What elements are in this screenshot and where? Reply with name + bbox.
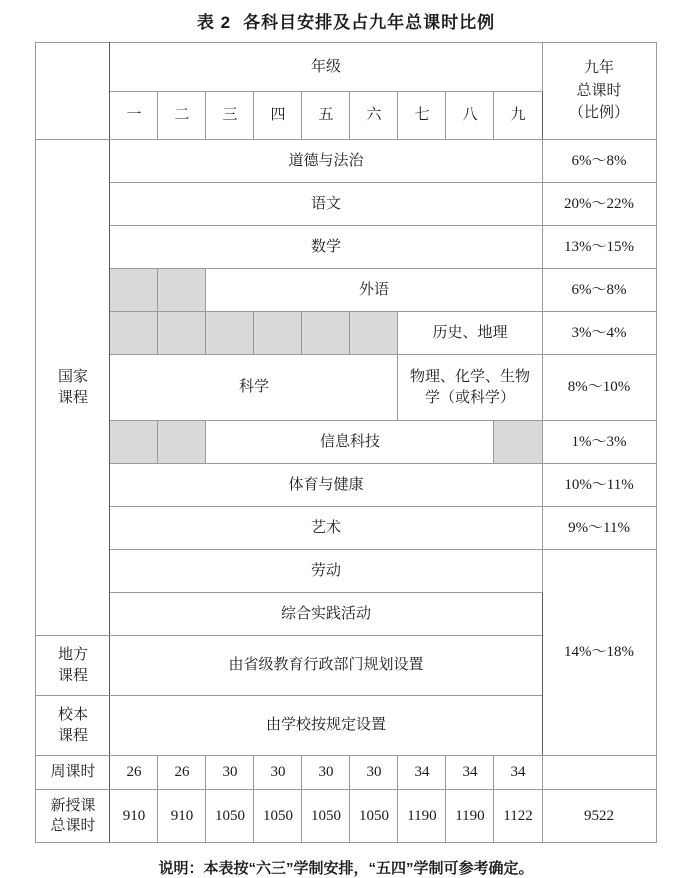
- header-category-cell: [36, 43, 110, 140]
- percent-cell: 13%～15%: [542, 226, 656, 269]
- table-header-row-group: [36, 43, 656, 92]
- grade-blank-cell: [206, 312, 254, 355]
- subject-cell: 外语: [206, 269, 542, 312]
- grade-blank-cell: [158, 421, 206, 464]
- new-lessons-value: 1050: [302, 790, 350, 843]
- table-row-weekly: [36, 756, 656, 790]
- percent-cell: 10%～11%: [542, 464, 656, 507]
- weekly-value: 30: [350, 756, 398, 790]
- weekly-value: 34: [398, 756, 446, 790]
- new-lessons-value: 1050: [350, 790, 398, 843]
- category-local-line1: 地方: [57, 647, 88, 664]
- grade-blank-cell: [494, 421, 542, 464]
- header-grade-6: 六: [350, 92, 398, 140]
- title-text: 各科目安排及占九年总课时比例: [243, 13, 496, 32]
- table-row: [36, 355, 656, 421]
- grade-blank-cell: [110, 269, 158, 312]
- table-row: [36, 312, 656, 355]
- header-total-cell: [542, 43, 656, 140]
- weekly-value: 30: [206, 756, 254, 790]
- header-total-line2: 总课时: [576, 82, 622, 99]
- percent-cell-merged: 14%～18%: [542, 550, 656, 756]
- percent-cell: 9%～11%: [542, 507, 656, 550]
- new-lessons-value: 1050: [254, 790, 302, 843]
- subject-cell: 信息科技: [206, 421, 494, 464]
- weekly-value: 34: [446, 756, 494, 790]
- grade-blank-cell: [350, 312, 398, 355]
- weekly-value: 30: [254, 756, 302, 790]
- subject-cell: 科学: [110, 355, 398, 421]
- percent-cell: 1%～3%: [542, 421, 656, 464]
- weekly-value: 26: [110, 756, 158, 790]
- subject-cell: 语文: [110, 183, 542, 226]
- header-grade-8: 八: [446, 92, 494, 140]
- category-local-line2: 课程: [57, 667, 88, 684]
- percent-cell: 20%～22%: [542, 183, 656, 226]
- subject-cell: 劳动: [110, 550, 542, 593]
- local-course-text: 由省级教育行政部门规划设置: [110, 636, 542, 696]
- new-lessons-value: 1190: [446, 790, 494, 843]
- table-row-new-lessons: [36, 790, 656, 843]
- subject-cell: 综合实践活动: [110, 593, 542, 636]
- subject-cell: 历史、地理: [398, 312, 542, 355]
- header-total-line1: 九年: [584, 60, 615, 77]
- weekly-value: 26: [158, 756, 206, 790]
- subject-cell-secondary: [398, 355, 542, 421]
- new-lessons-value: 910: [158, 790, 206, 843]
- category-school-line2: 课程: [57, 727, 88, 744]
- header-grade-group: 年级: [110, 43, 542, 92]
- header-total-line3: （比例）: [569, 105, 630, 122]
- category-local: [36, 636, 110, 696]
- new-lessons-value: 1050: [206, 790, 254, 843]
- header-grade-9: 九: [494, 92, 542, 140]
- title-label: 表 2: [196, 13, 232, 32]
- header-grade-2: 二: [158, 92, 206, 140]
- category-national-line1: 国家: [57, 369, 88, 386]
- percent-cell: 3%～4%: [542, 312, 656, 355]
- new-lessons-total: 9522: [542, 790, 656, 843]
- table-row: [36, 140, 656, 183]
- grade-blank-cell: [158, 312, 206, 355]
- page-title: [0, 0, 692, 42]
- category-school-line1: 校本: [57, 707, 88, 724]
- header-grade-3: 三: [206, 92, 254, 140]
- table-row: [36, 550, 656, 593]
- header-grade-5: 五: [302, 92, 350, 140]
- table-row: [36, 183, 656, 226]
- new-lessons-value: 1190: [398, 790, 446, 843]
- subject-cell: 道德与法治: [110, 140, 542, 183]
- table-row: [36, 507, 656, 550]
- new-lessons-value: 1122: [494, 790, 542, 843]
- weekly-total: [542, 756, 656, 790]
- percent-cell: 8%～10%: [542, 355, 656, 421]
- table-row: [36, 421, 656, 464]
- subject-secondary-line1: 物理、化学、生物: [409, 369, 530, 386]
- new-lessons-label: [36, 790, 110, 843]
- grade-blank-cell: [254, 312, 302, 355]
- subject-cell: 数学: [110, 226, 542, 269]
- category-national-line2: 课程: [57, 389, 88, 406]
- table-row: [36, 464, 656, 507]
- header-grade-7: 七: [398, 92, 446, 140]
- grade-blank-cell: [110, 312, 158, 355]
- weekly-value: 34: [494, 756, 542, 790]
- subject-cell: 艺术: [110, 507, 542, 550]
- header-grade-4: 四: [254, 92, 302, 140]
- category-national: [36, 140, 110, 636]
- percent-cell: 6%～8%: [542, 269, 656, 312]
- table-row: [36, 269, 656, 312]
- subject-secondary-line2: 学（或科学）: [424, 389, 515, 406]
- grade-blank-cell: [110, 421, 158, 464]
- table-row: [36, 226, 656, 269]
- new-lessons-label-line2: 总课时: [50, 818, 96, 834]
- header-grade-1: 一: [110, 92, 158, 140]
- new-lessons-value: 910: [110, 790, 158, 843]
- table-note: 说明：本表按“六三”学制安排，“五四”学制可参考确定。: [158, 860, 534, 877]
- grade-blank-cell: [158, 269, 206, 312]
- weekly-value: 30: [302, 756, 350, 790]
- percent-cell: 6%～8%: [542, 140, 656, 183]
- subject-cell: 体育与健康: [110, 464, 542, 507]
- new-lessons-label-line1: 新授课: [50, 797, 96, 814]
- category-school: [36, 696, 110, 756]
- weekly-label: 周课时: [36, 756, 110, 790]
- grade-blank-cell: [302, 312, 350, 355]
- school-course-text: 由学校按规定设置: [110, 696, 542, 756]
- curriculum-table: [35, 42, 656, 843]
